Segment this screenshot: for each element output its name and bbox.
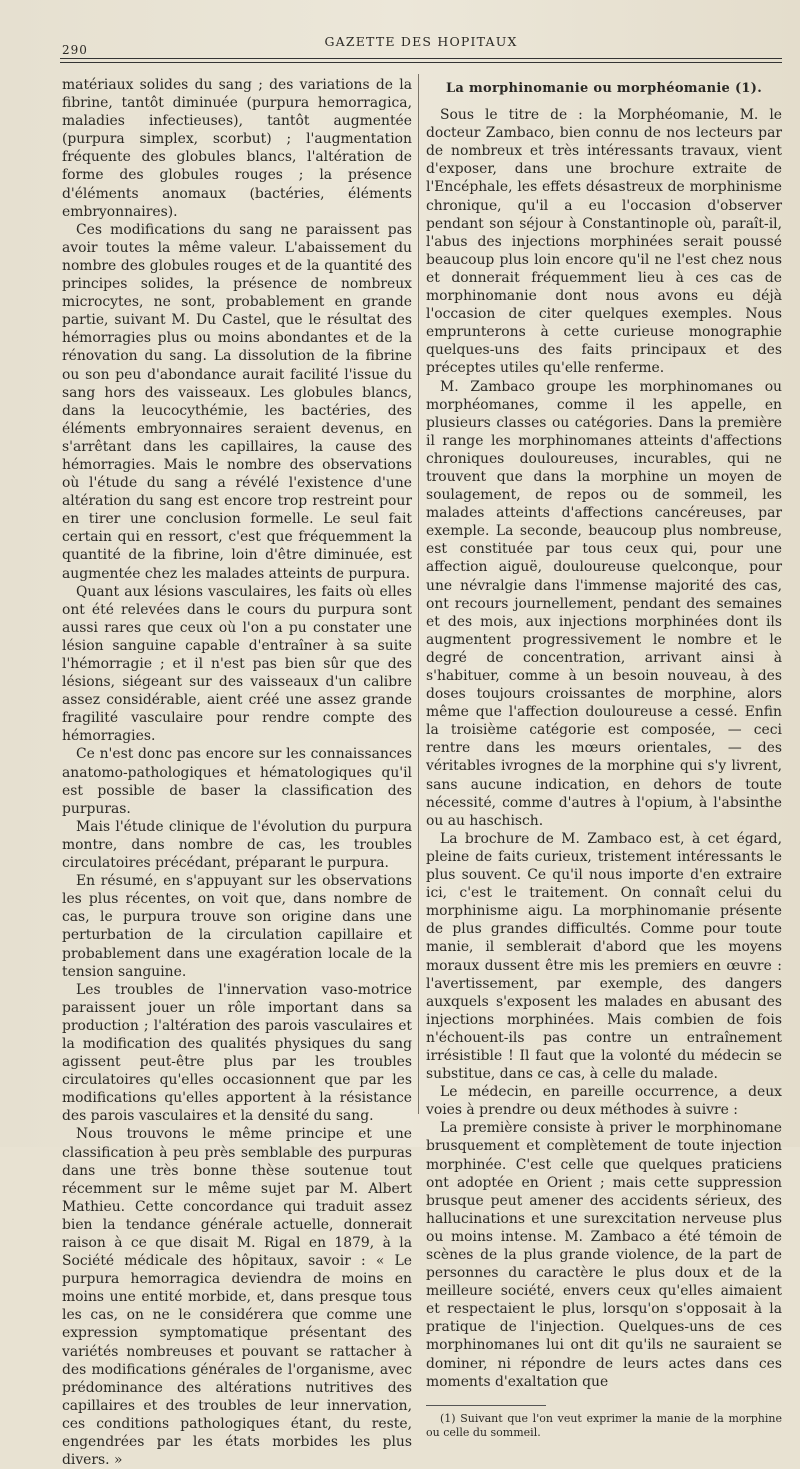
paragraph: Ces modifications du sang ne paraissent pas avoir toutes la même valeur. L'abaissement du nombre des globules rouges et de la quantité des principes solides, la présence de nombreux microcytes, ne sont, probablement en grande partie, suivant M. Du Castel, que le résultat des hémorragies plus ou moins abondantes et de la rénovation du sang. La dissolution de la fibrine ou son peu d'abondance aurait facilité l'issue du sang hors des vaisseaux. Les globules blancs, dans la leucocythémie, les bactéries, des éléments embryonnaires seraient devenus, en s'arrêtant dans les capillaires, la cause des hémorragies. Mais le nombre des observations où l'étude du sang a révélé l'existence d'une altération du sang est encore trop restreint pour en tirer une conclusion formelle. Le seul fait certain qui en ressort, c'est que fréquemment la quantité de la fibrine, loin d'être diminuée, est augmentée chez les malades atteints de purpura. — [62, 221, 412, 582]
column-divider — [418, 74, 419, 1114]
paragraph: Le médecin, en pareille occurrence, a deux voies à prendre ou deux méthodes à suivre : — [426, 1084, 782, 1119]
paragraph: Quant aux lésions vasculaires, les faits où elles ont été relevées dans le cours du purpura sont aussi rares que ceux où l'on a pu constater une lésion sanguine capable d'entraîner à sa suite l'hémorragie ; et il n'est pas bien sûr que des lésions, siégeant sur des vaisseaux d'un calibre assez considérable, aient créé une assez grande fragilité vasculaire pour rendre compte des hémorragies. — [62, 583, 412, 745]
paragraph: Ce n'est donc pas encore sur les connaissances anatomo-pathologiques et hématologiques qu'il est possible de baser la classification des purpuras. — [62, 746, 412, 817]
paragraph: Sous le titre de : la Morphéomanie, M. le docteur Zambaco, bien connu de nos lecteurs par de nombreux et très intéressants travaux, vient d'exposer, dans une brochure extraite de l'Encéphale, les effets désastreux de morphinisme chronique, qu'il a eu l'occasion d'observer pendant son séjour à Constantinople où, paraît-il, l'abus des injections morphinées serait poussé beaucoup plus loin encore qu'il ne l'est chez nous et donnerait fréquemment lieu à ces cas de morphinomanie dont nous avons eu déjà l'occasion de citer quelques exemples. Nous emprunterons à cette curieuse monographie quelques-uns des faits principaux et des préceptes utiles qu'elle renferme. — [426, 107, 782, 377]
paragraph: La brochure de M. Zambaco est, à cet égard, pleine de faits curieux, tristement intéressants le plus souvent. Ce qu'il nous importe d'en extraire ici, c'est le traitement. On connaît celui du morphinisme aigu. La morphinomanie présente de plus grandes difficultés. Comme pour toute manie, il semblerait d'abord que les moyens moraux dussent être mis les premiers en œuvre : l'avertissement, par exemple, des dangers auxquels s'exposent les malades en abusant des injections morphinées. Mais combien de fois n'échouent-ils pas contre un entraînement irrésistible ! Il faut que la volonté du médecin se substitue, dans ce cas, à celle du malade. — [426, 830, 782, 1083]
header-rule-thick — [60, 58, 782, 59]
footnote-rule — [426, 1405, 546, 1406]
paragraph: Nous trouvons le même principe et une classification à peu près semblable des purpuras dans une très bonne thèse soutenue tout récemment sur le même sujet par M. Albert Mathieu. Cette concordance qui traduit assez bien la tendance générale actuelle, donnerait raison à ce que disait M. Rigal en 1879, à la Société médicale des hôpitaux, savoir : « Le purpura hemorragica deviendra de moins en moins une entité morbide, et, dans presque tous les cas, on ne le considérera que comme une expression symptomatique présentant des variétés nombreuses et pouvant se rattacher à des modifications générales de l'organisme, avec prédominance des altérations nutritives des capillaires et des troubles de leur innervation, ces conditions pathologiques étant, du reste, engendrées par les états morbides les plus divers. » — [62, 1126, 412, 1469]
article-title: La morphinomanie ou morphéomanie (1). — [445, 81, 763, 96]
page-header — [60, 34, 782, 57]
paragraph: matériaux solides du sang ; des variations de la fibrine, tantôt diminuée (purpura hemorragica, maladies infectieuses), tantôt augmentée (purpura simplex, scorbut) ; l'augmentation fréquente des globules blancs, l'altération de forme des globules rouges ; la présence d'éléments anomaux (bactéries, éléments embryonnaires). — [62, 77, 412, 220]
paragraph: Mais l'étude clinique de l'évolution du purpura montre, dans nombre de cas, les troubles circulatoires précédant, préparant le purpura. — [62, 818, 412, 872]
paragraph: Les troubles de l'innervation vaso-motrice paraissent jouer un rôle important dans sa production ; l'altération des parois vasculaires et la modification des qualités physiques du sang agissent peut-être plus par les troubles circulatoires qu'elles occasionnent que par les modifications qu'elles apportent à la résistance des parois vasculaires et la densité du sang. — [62, 981, 412, 1125]
left-column — [62, 76, 412, 1469]
paragraph: En résumé, en s'appuyant sur les observations les plus récentes, on voit que, dans nombre de cas, le purpura trouve son origine dans une perturbation de la circulation capillaire et probablement dans une exagération locale de la tension sanguine. — [62, 873, 412, 980]
header-rule-thin — [60, 62, 782, 63]
paragraph: La première consiste à priver le morphinomane brusquement et complètement de toute injection morphinée. C'est celle que quelques praticiens ont adoptée en Orient ; mais cette suppression brusque peut amener des accidents sérieux, des hallucinations et une surexcitation nerveuse plus ou moins intense. M. Zambaco a été témoin de scènes de la plus grande violence, de la part de personnes du caractère le plus doux et de la meilleure société, envers ceux qu'elles aimaient et respectaient le plus, lorsqu'on s'opposait à la pratique de l'injection. Quelques-uns de ces morphinomanes lui ont dit qu'ils ne sauraient se dominer, ni répondre de leurs actes dans ces moments d'exaltation que — [426, 1120, 782, 1390]
journal-title: GAZETTE DES HOPITAUX — [324, 34, 518, 49]
right-column — [426, 76, 782, 1440]
page-number: 290 — [62, 43, 88, 57]
paragraph: M. Zambaco groupe les morphinomanes ou morphéomanes, comme il les appelle, en plusieurs classes ou catégories. Dans la première il range les morphinomanes atteints d'affections chroniques douloureuses, incurables, qui ne trouvent que dans la morphine un moyen de soulagement, de repos ou de sommeil, les malades atteints d'affections cancéreuses, par exemple. La seconde, beaucoup plus nombreuse, est constituée par tous ceux qui, pour une affection aiguë, douloureuse quelconque, pour une névralgie dans l'immense majorité des cas, ont recours journellement, pendant des semaines et des mois, aux injections morphinées dont ils augmentent progressivement le nombre et le degré de concentration, arrivant ainsi à s'habituer, comme à un besoin nouveau, à des doses toujours croissantes de morphine, alors même que l'affection douloureuse a cessé. Enfin la troisième catégorie est composée, — ceci rentre dans les mœurs orientales, — des véritables ivrognes de la morphine qui s'y livrent, sans aucune indication, en dehors de toute nécessité, comme d'autres à l'opium, à l'absinthe ou au haschisch. — [426, 378, 782, 829]
footnote: (1) Suivant que l'on veut exprimer la manie de la morphine ou celle du sommeil. — [426, 1411, 782, 1439]
